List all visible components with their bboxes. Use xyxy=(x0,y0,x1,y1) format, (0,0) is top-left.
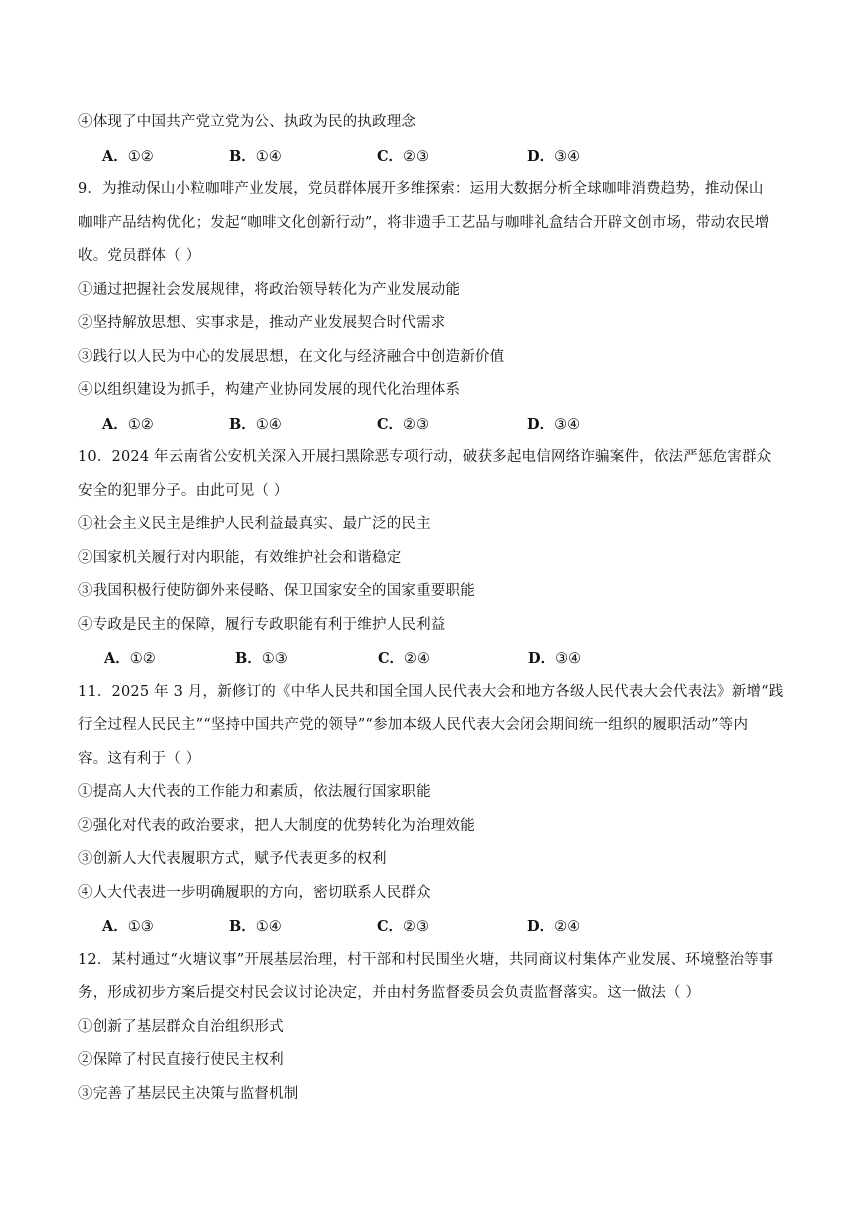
choice-text: ②④ xyxy=(404,651,431,667)
q9-statement-1: ①通过把握社会发展规律，将政治领导转化为产业发展动能 xyxy=(78,281,461,298)
q9-stem-line-2: 咖啡产品结构优化；发起“咖啡文化创新行动”，将非遗手工艺品与咖啡礼盒结合开辟文创市场，带动农民增 xyxy=(78,214,770,231)
choice-text: ②③ xyxy=(403,416,430,433)
choice-text: ①④ xyxy=(255,416,282,433)
q9-choice-c[interactable] xyxy=(377,408,429,443)
q10-stem-line-1: 10．2024 年云南省公安机关深入开展扫黑除恶专项行动，破获多起电信网络诈骗案件，依法严惩危害群众 xyxy=(78,449,772,465)
q9-choice-d[interactable] xyxy=(527,408,580,443)
q10-choice-d[interactable] xyxy=(528,642,581,677)
q10-choice-a[interactable] xyxy=(104,642,156,677)
choice-letter: C． xyxy=(378,650,405,667)
q11-statement-3: ③创新人大代表履职方式，赋予代表更多的权利 xyxy=(78,851,387,867)
q10-statement-4: ④专政是民主的保障，履行专政职能有利于维护人民利益 xyxy=(78,616,446,633)
choice-text: ②③ xyxy=(403,148,430,165)
choice-text: ①② xyxy=(127,148,154,165)
choice-letter: A． xyxy=(102,147,128,165)
q11-stem-line-1: 11．2025 年 3 月，新修订的《中华人民共和国全国人民代表大会和地方各级人民代表大会代表法》新增“践 xyxy=(78,683,784,700)
choice-text: ①② xyxy=(127,416,154,433)
q8-choice-d[interactable] xyxy=(527,140,580,175)
q9-statement-3: ③践行以人民为中心的发展思想，在文化与经济融合中创造新价值 xyxy=(78,348,505,365)
choice-letter: C． xyxy=(377,415,404,433)
q10-choice-b[interactable] xyxy=(235,642,288,677)
q12-statement-3: ③完善了基层民主决策与监督机制 xyxy=(78,1085,299,1102)
q10-stem-line-2: 安全的犯罪分子。由此可见（ ） xyxy=(78,482,289,499)
choice-letter: D． xyxy=(527,147,555,165)
q11-choices xyxy=(78,910,790,944)
q11-stem-line-2: 行全过程人民民主”“坚持中国共产党的领导”“参加本级人民代表大会闭会期间统一组织的履职活动”等内 xyxy=(78,717,749,733)
q12-statement-2: ②保障了村民直接行使民主权利 xyxy=(78,1052,284,1068)
choice-letter: A． xyxy=(104,650,130,667)
q11-statement-1: ①提高人大代表的工作能力和素质，依法履行国家职能 xyxy=(78,784,431,800)
q12-stem-line-1: 12．某村通过“火塘议事”开展基层治理，村干部和村民围坐火塘，共同商议村集体产业发展、环境整治等事 xyxy=(78,951,774,968)
q9-stem-line-3: 收。党员群体（ ） xyxy=(78,248,201,264)
choice-text: ①④ xyxy=(255,919,282,935)
choice-letter: A． xyxy=(102,415,128,433)
choice-text: ②④ xyxy=(554,919,581,935)
choice-letter: D． xyxy=(527,415,555,433)
choice-letter: C． xyxy=(377,147,404,165)
choice-text: ①④ xyxy=(255,148,282,165)
choice-text: ①② xyxy=(129,651,156,667)
q9-choices xyxy=(78,408,790,442)
q8-choice-a[interactable] xyxy=(102,140,154,175)
choice-letter: B． xyxy=(229,918,256,935)
choice-letter: D． xyxy=(527,918,555,935)
q10-statement-2: ②国家机关履行对内职能，有效维护社会和谐稳定 xyxy=(78,549,402,566)
choice-letter: B． xyxy=(229,147,256,165)
choice-letter: A． xyxy=(102,918,128,935)
q11-statement-4: ④人大代表进一步明确履职的方向，密切联系人民群众 xyxy=(78,884,431,901)
choice-text: ③④ xyxy=(554,416,581,433)
q11-choice-c[interactable] xyxy=(377,910,429,945)
q8-choice-c[interactable] xyxy=(377,140,429,175)
choice-letter: B． xyxy=(235,650,262,667)
q10-choices xyxy=(78,642,790,676)
q9-choice-b[interactable] xyxy=(229,408,282,443)
q8-choice-b[interactable] xyxy=(229,140,282,175)
choice-text: ③④ xyxy=(555,651,582,667)
choice-text: ①③ xyxy=(127,919,154,935)
q11-choice-b[interactable] xyxy=(229,910,282,945)
q9-choice-a[interactable] xyxy=(102,408,154,443)
choice-text: ③④ xyxy=(554,148,581,165)
q9-stem-line-1: 9．为推动保山小粒咖啡产业发展，党员群体展开多维探索：运用大数据分析全球咖啡消费趋势，推动保山 xyxy=(78,181,764,197)
q11-statement-2: ②强化对代表的政治要求，把人大制度的优势转化为治理效能 xyxy=(78,817,475,834)
q9-statement-2: ②坚持解放思想、实事求是，推动产业发展契合时代需求 xyxy=(78,315,446,331)
q11-choice-d[interactable] xyxy=(527,910,580,945)
choice-letter: B． xyxy=(229,415,256,433)
q11-stem-line-3: 容。这有利于（ ） xyxy=(78,750,201,767)
choice-letter: C． xyxy=(377,918,404,935)
q10-statement-1: ①社会主义民主是维护人民利益最真实、最广泛的民主 xyxy=(78,516,431,532)
choice-text: ②③ xyxy=(403,919,430,935)
choice-letter: D． xyxy=(528,650,556,667)
q11-choice-a[interactable] xyxy=(102,910,154,945)
q12-statement-1: ①创新了基层群众自治组织形式 xyxy=(78,1018,284,1035)
q10-choice-c[interactable] xyxy=(378,642,430,677)
q9-statement-4: ④以组织建设为抓手，构建产业协同发展的现代化治理体系 xyxy=(78,382,461,398)
q10-statement-3: ③我国积极行使防御外来侵略、保卫国家安全的国家重要职能 xyxy=(78,583,475,599)
q12-stem-line-2: 务，形成初步方案后提交村民会议讨论决定，并由村务监督委员会负责监督落实。这一做法（ ） xyxy=(78,985,701,1001)
q8-statement-4: ④体现了中国共产党立党为公、执政为民的执政理念 xyxy=(78,114,417,130)
q8-choices xyxy=(78,140,790,174)
exam-page xyxy=(78,106,790,1111)
choice-text: ①③ xyxy=(261,651,288,667)
